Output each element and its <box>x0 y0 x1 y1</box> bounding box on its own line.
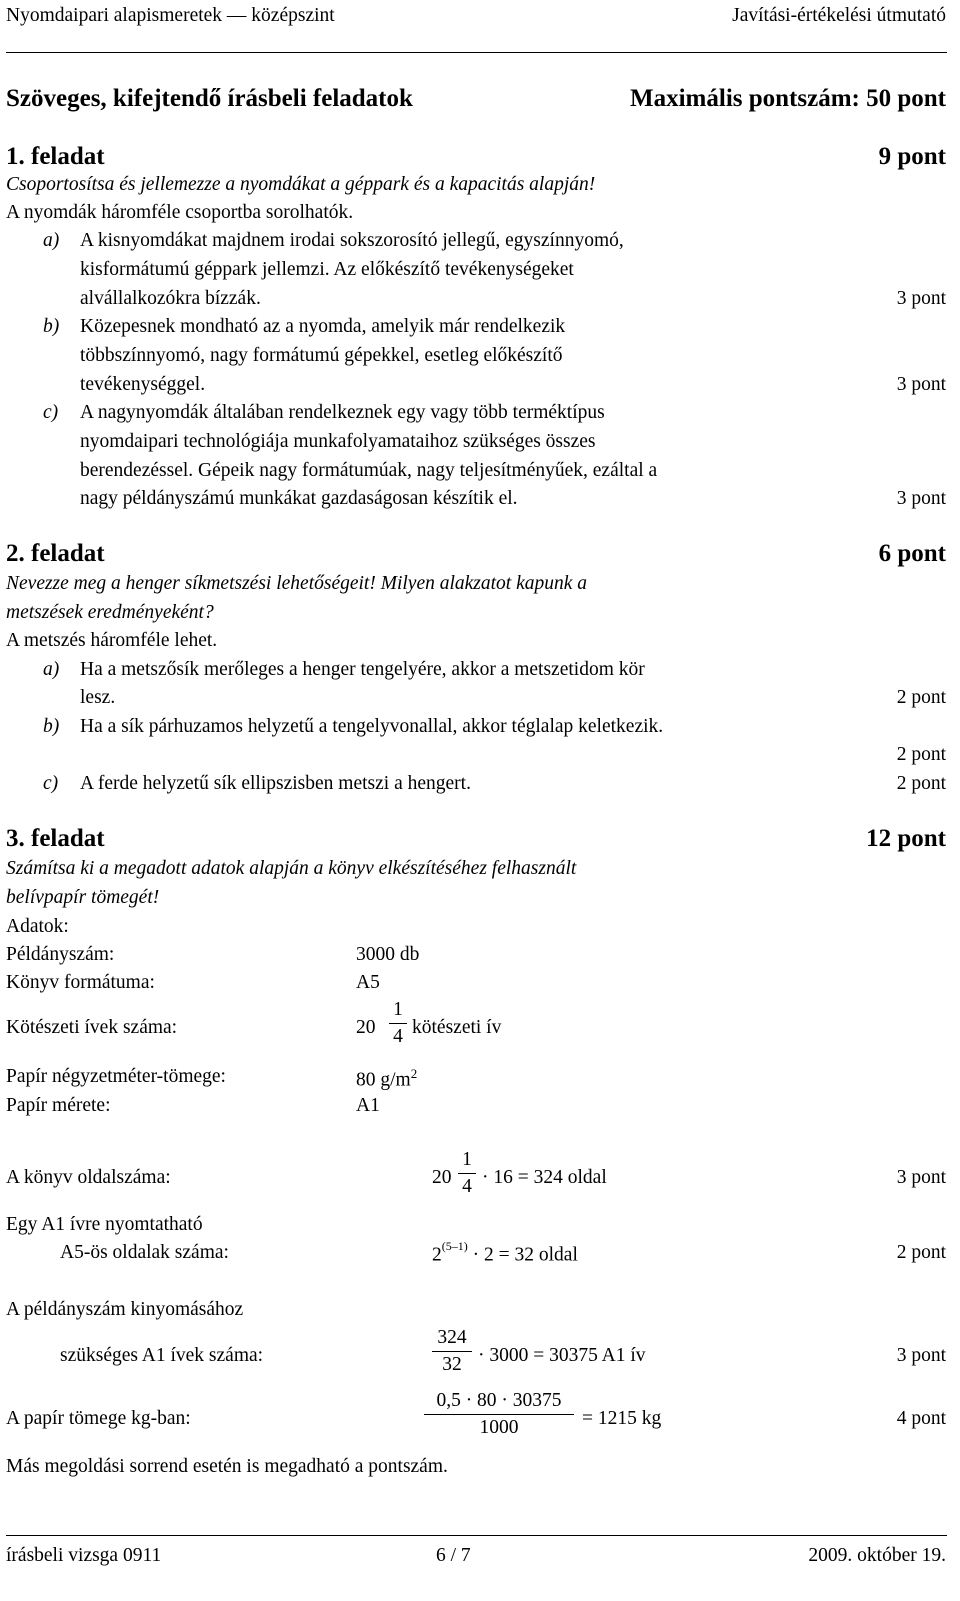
a5-base: 2 <box>432 1244 442 1266</box>
sheets-calc-den: 32 <box>442 1353 462 1375</box>
copies-label: Példányszám: <box>6 944 115 965</box>
pages-points: 3 pont <box>896 1167 946 1188</box>
sheets-calc-fraction <box>432 1328 472 1374</box>
task1-c-line4: nagy példányszámú munkákat gazdaságosan készítik el. <box>80 488 518 509</box>
copies-value: 3000 db <box>356 944 420 965</box>
gsm-label: Papír négyzetméter-tömege: <box>6 1066 226 1087</box>
task1-c-label: c) <box>43 402 59 423</box>
pages-rest: · 16 = 324 oldal <box>482 1167 607 1188</box>
pages-fraction-num: 1 <box>462 1149 472 1170</box>
footer-page: 6 / 7 <box>436 1545 471 1566</box>
task1-title: 1. feladat <box>6 143 105 170</box>
header-left: Nyomdaipari alapismeretek — középszint <box>6 5 335 26</box>
task1-a-line1: A kisnyomdákat majdnem irodai sokszorosító jellegű, egyszínnyomó, <box>80 230 624 251</box>
pages-whole: 20 <box>432 1167 452 1188</box>
footer-date: 2009. október 19. <box>808 1545 946 1566</box>
fraction-bar <box>424 1414 574 1415</box>
task2-c-label: c) <box>43 773 59 794</box>
task2-b-label: b) <box>43 716 60 737</box>
gsm-exponent: 2 <box>410 1066 418 1081</box>
task3-question-line2: belívpapír tömegét! <box>6 887 160 908</box>
task1-points: 9 pont <box>878 143 946 170</box>
a5-exponent: (5–1) <box>441 1239 468 1253</box>
gsm-value-wrap <box>356 1067 417 1090</box>
pages-fraction-den: 4 <box>462 1175 472 1197</box>
a5-points: 2 pont <box>896 1242 946 1263</box>
sheets-label: Kötészeti ívek száma: <box>6 1017 178 1038</box>
task2-title: 2. feladat <box>6 540 105 567</box>
sheets-calc-label-line2: szükséges A1 ívek száma: <box>60 1345 264 1366</box>
mass-points: 4 pont <box>896 1408 946 1429</box>
task1-b-line2: többszínnyomó, nagy formátumú gépekkel, esetleg előkészítő <box>80 345 563 366</box>
task3-data-heading: Adatok: <box>6 916 69 937</box>
task2-points: 6 pont <box>878 540 946 567</box>
sheets-fraction <box>389 1000 407 1046</box>
task2-c-points: 2 pont <box>896 773 946 794</box>
footer-left: írásbeli vizsga 0911 <box>6 1545 162 1566</box>
task1-question: Csoportosítsa és jellemezze a nyomdákat a géppark és a kapacitás alapján! <box>6 174 596 195</box>
task2-a-label: a) <box>43 659 60 680</box>
sheets-calc-label-line1: A példányszám kinyomásához <box>6 1299 244 1320</box>
mass-rest: = 1215 kg <box>582 1408 662 1429</box>
task1-a-line2: kisformátumú géppark jellemzi. Az előkészítő tevékenységeket <box>80 259 574 280</box>
sheets-calc-rest: · 3000 = 30375 A1 ív <box>478 1345 646 1366</box>
sheets-calc-num: 324 <box>437 1327 467 1348</box>
fraction-bar <box>432 1351 472 1352</box>
task2-b-line: Ha a sík párhuzamos helyzetű a tengelyvonallal, akkor téglalap keletkezik. <box>80 716 664 737</box>
task2-intro: A metszés háromféle lehet. <box>6 630 218 651</box>
task1-b-line1: Közepesnek mondható az a nyomda, amelyik már rendelkezik <box>80 316 566 337</box>
task1-intro: A nyomdák háromféle csoportba sorolhatók. <box>6 202 354 223</box>
task2-question-line2: metszések eredményeként? <box>6 602 214 623</box>
footer-rule <box>6 1535 947 1536</box>
task1-c-line3: berendezéssel. Gépeik nagy formátumúak, nagy teljesítményűek, ezáltal a <box>80 460 658 481</box>
a5-label-line2: A5-ös oldalak száma: <box>60 1242 229 1263</box>
task1-a-label: a) <box>43 230 60 251</box>
fraction-bar <box>389 1023 407 1024</box>
format-value: A5 <box>356 972 380 993</box>
a5-label-line1: Egy A1 ívre nyomtatható <box>6 1214 203 1235</box>
header-rule <box>6 52 947 53</box>
header-right: Javítási-értékelési útmutató <box>732 5 946 26</box>
sheets-calc-points: 3 pont <box>896 1345 946 1366</box>
gsm-value: 80 g/m <box>356 1069 411 1091</box>
task3-points: 12 pont <box>866 825 946 852</box>
mass-den: 1000 <box>479 1416 519 1438</box>
pages-fraction <box>458 1150 476 1196</box>
task3-question-line1: Számítsa ki a megadott adatok alapján a könyv elkészítéséhez felhasznált <box>6 858 577 879</box>
mass-fraction <box>424 1391 574 1437</box>
mass-label: A papír tömege kg-ban: <box>6 1408 191 1429</box>
sheets-whole: 20 <box>356 1017 376 1038</box>
sheets-fraction-den: 4 <box>393 1025 403 1047</box>
task2-question-line1: Nevezze meg a henger síkmetszési lehetőségeit! Milyen alakzatot kapunk a <box>6 573 588 594</box>
sheets-fraction-num: 1 <box>393 999 403 1020</box>
task1-a-points: 3 pont <box>896 288 946 309</box>
size-label: Papír mérete: <box>6 1095 111 1116</box>
task1-b-points: 3 pont <box>896 374 946 395</box>
pages-label: A könyv oldalszáma: <box>6 1167 171 1188</box>
note: Más megoldási sorrend esetén is megadható a pontszám. <box>6 1456 448 1477</box>
task3-title: 3. feladat <box>6 825 105 852</box>
task1-b-label: b) <box>43 316 60 337</box>
task1-c-line1: A nagynyomdák általában rendelkeznek egy vagy több terméktípus <box>80 402 605 423</box>
task2-a-line1: Ha a metszősík merőleges a henger tengelyére, akkor a metszetidom kör <box>80 659 645 680</box>
task1-c-points: 3 pont <box>896 488 946 509</box>
task2-c-line: A ferde helyzetű sík ellipszisben metszi a hengert. <box>80 773 471 794</box>
section-title: Szöveges, kifejtendő írásbeli feladatok <box>6 85 413 112</box>
task1-a-line3: alvállalkozókra bízzák. <box>80 288 261 309</box>
a5-expression <box>432 1239 578 1266</box>
size-value: A1 <box>356 1095 380 1116</box>
format-label: Könyv formátuma: <box>6 972 155 993</box>
task1-b-line3: tevékenységgel. <box>80 374 206 395</box>
task2-b-points: 2 pont <box>896 744 946 765</box>
fraction-bar <box>458 1173 476 1174</box>
mass-num: 0,5 · 80 · 30375 <box>436 1390 562 1411</box>
task2-a-points: 2 pont <box>896 687 946 708</box>
section-max-points: Maximális pontszám: 50 pont <box>630 85 946 112</box>
task1-c-line2: nyomdaipari technológiája munkafolyamataihoz szükséges összes <box>80 431 596 452</box>
a5-rest: · 2 = 32 oldal <box>472 1244 578 1266</box>
sheets-unit: kötészeti ív <box>412 1017 502 1038</box>
task2-a-line2: lesz. <box>80 687 116 708</box>
